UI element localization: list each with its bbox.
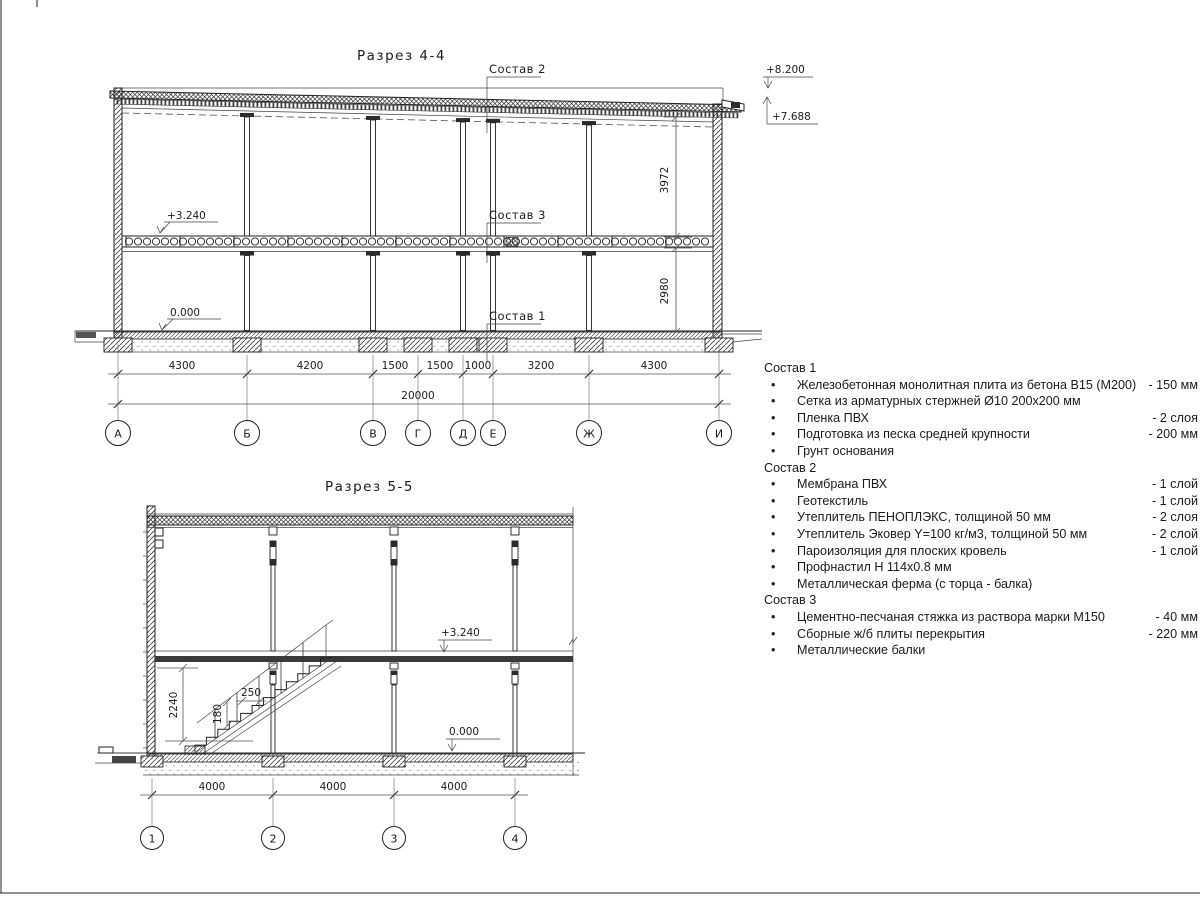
bullet-icon: • xyxy=(771,443,776,458)
bullet-icon: • xyxy=(771,526,776,541)
wall-right-44 xyxy=(713,104,722,338)
leader-sostav-3-label: Состав 3 xyxy=(489,208,546,222)
note-text: Геотекстиль xyxy=(797,493,868,508)
elevation-roof-edge-value: +7.688 xyxy=(772,111,811,123)
section-5-5 xyxy=(95,479,585,850)
note-value: - 2 слоя xyxy=(1152,510,1198,525)
note-text: Сборные ж/б плиты перекрытия xyxy=(797,626,986,641)
note-item xyxy=(762,642,1198,659)
leader-sostav-1-label: Состав 1 xyxy=(489,309,546,323)
leader-sostav-2-label: Состав 2 xyxy=(489,62,546,76)
note-value: - 2 слой xyxy=(1151,526,1198,541)
note-group-title: Состав 3 xyxy=(764,593,817,608)
bullet-icon: • xyxy=(771,377,776,392)
dim-span: 4000 xyxy=(319,781,347,793)
axis-bubble-label: Д xyxy=(458,427,468,441)
axis-bubble-label: В xyxy=(369,427,377,441)
note-text: Пароизоляция для плоских кровель xyxy=(797,543,1007,558)
bullet-icon: • xyxy=(771,643,776,658)
dim-total: 20000 xyxy=(401,390,435,402)
axis-bubble-label: И xyxy=(714,427,724,441)
elevation-roof-edge xyxy=(763,97,818,124)
dim-span: 4200 xyxy=(296,360,324,372)
note-item xyxy=(762,426,1198,443)
bullet-icon: • xyxy=(771,626,776,641)
axis-bubble-label: 2 xyxy=(269,832,277,846)
dim-lower-storey: 2980 xyxy=(659,277,671,305)
stair-dims xyxy=(157,664,266,745)
elevation-parapet xyxy=(763,64,813,88)
entrance-stoop-left-44 xyxy=(76,332,96,338)
dim-span: 4300 xyxy=(168,360,196,372)
dim-span: 1000 xyxy=(464,360,492,372)
note-item xyxy=(762,576,1198,593)
elevation-parapet-value: +8.200 xyxy=(766,64,805,76)
wall-left-55 xyxy=(147,506,155,766)
note-item xyxy=(762,626,1198,643)
elevation-ground-44-value: 0.000 xyxy=(170,307,201,319)
elevation-floor-55 xyxy=(438,627,492,652)
axis-bubble-label: 4 xyxy=(511,832,519,846)
note-item xyxy=(762,443,1198,460)
bullet-icon: • xyxy=(771,410,776,425)
note-item xyxy=(762,393,1198,410)
note-item xyxy=(762,476,1198,493)
note-text: Подготовка из песка средней крупности xyxy=(797,427,1030,442)
entrance-stoop-55 xyxy=(112,756,136,763)
note-text: Цементно-песчаная стяжка из раствора марки М150 xyxy=(797,609,1105,624)
bullet-icon: • xyxy=(771,609,776,624)
note-item xyxy=(762,526,1198,543)
note-value: - 40 мм xyxy=(1155,609,1198,624)
note-value: - 150 мм xyxy=(1148,377,1198,392)
dim-riser: 180 xyxy=(212,703,224,725)
note-group-title: Состав 1 xyxy=(764,361,817,375)
dim-span: 3200 xyxy=(527,360,555,372)
note-value: - 1 слой xyxy=(1151,493,1198,508)
note-value: - 220 мм xyxy=(1148,626,1198,641)
dim-span: 1500 xyxy=(381,360,409,372)
note-text: Сетка из арматурных стержней Ø10 200х200 мм xyxy=(797,394,1081,409)
note-text: Мембрана ПВХ xyxy=(797,477,888,492)
dim-chain-44 xyxy=(108,360,731,404)
bullet-icon: • xyxy=(771,477,776,492)
dim-span: 1500 xyxy=(426,360,454,372)
section-5-5-title: Разрез 5-5 xyxy=(325,479,414,495)
note-text: Утеплитель ПЕНОПЛЭКС, толщиной 50 мм xyxy=(797,510,1051,525)
bullet-icon: • xyxy=(771,543,776,558)
elevation-floor-44 xyxy=(157,210,218,233)
note-text: Профнастил Н 114х0.8 мм xyxy=(797,560,952,575)
elevation-floor-44-value: +3.240 xyxy=(167,210,206,222)
note-item xyxy=(762,410,1198,427)
note-text: Пленка ПВХ xyxy=(797,410,869,425)
elevation-floor-55-value: +3.240 xyxy=(441,627,480,639)
note-value: - 1 слой xyxy=(1151,477,1198,492)
axis-bubble-label: Г xyxy=(414,427,422,441)
note-item xyxy=(762,377,1198,394)
note-value: - 2 слоя xyxy=(1152,410,1198,425)
bullet-icon: • xyxy=(771,394,776,409)
axis-bubble-label: 1 xyxy=(148,832,156,846)
axis-bubbles-44 xyxy=(106,421,732,446)
dim-tread: 250 xyxy=(240,687,262,699)
note-text: Грунт основания xyxy=(797,443,895,458)
staircase xyxy=(185,620,341,754)
section-4-4 xyxy=(75,48,818,446)
note-item xyxy=(762,493,1198,510)
note-item xyxy=(762,509,1198,526)
axis-bubble-label: Б xyxy=(243,427,251,441)
section-4-4-title: Разрез 4-4 xyxy=(357,48,446,64)
bullet-icon: • xyxy=(771,427,776,442)
dim-span: 4300 xyxy=(640,360,668,372)
note-value: - 1 слой xyxy=(1151,543,1198,558)
bullet-icon: • xyxy=(771,576,776,591)
note-value: - 200 мм xyxy=(1148,427,1198,442)
stair-base-block xyxy=(185,746,205,754)
bullet-icon: • xyxy=(771,510,776,525)
note-group-title: Состав 2 xyxy=(764,460,817,475)
dim-upper-storey: 3972 xyxy=(659,166,671,194)
bullet-icon: • xyxy=(771,560,776,575)
axis-bubbles-55 xyxy=(141,827,527,850)
axis-bubble-label: Ж xyxy=(583,427,595,441)
note-text: Железобетонная монолитная плита из бетона В15 (М200) xyxy=(797,377,1137,392)
dim-span: 4000 xyxy=(198,781,226,793)
axis-bubble-label: А xyxy=(114,427,122,441)
axis-bubble-label: 3 xyxy=(390,832,398,846)
note-text: Металлическая ферма (с торца - балка) xyxy=(797,576,1033,591)
dim-chain-55 xyxy=(140,781,528,795)
roof-slab-55 xyxy=(147,516,573,525)
note-text: Утеплитель Эковер Y=100 кг/м3, толщиной 50 мм xyxy=(797,526,1088,541)
note-item xyxy=(762,559,1198,576)
elevation-ground-55 xyxy=(446,726,500,751)
elevation-ground-44 xyxy=(159,307,221,330)
bullet-icon: • xyxy=(771,493,776,508)
dim-stair-height: 2240 xyxy=(168,691,180,719)
note-item xyxy=(762,543,1198,560)
dim-span: 4000 xyxy=(440,781,468,793)
storey-dims xyxy=(659,113,692,336)
note-text: Металлические балки xyxy=(797,643,926,658)
note-item xyxy=(762,609,1198,626)
floor-slab-55 xyxy=(155,656,573,662)
composition-notes xyxy=(762,360,1198,659)
axis-bubble-label: Е xyxy=(489,427,497,441)
elevation-ground-55-value: 0.000 xyxy=(449,726,480,738)
wall-left-44 xyxy=(114,88,122,338)
